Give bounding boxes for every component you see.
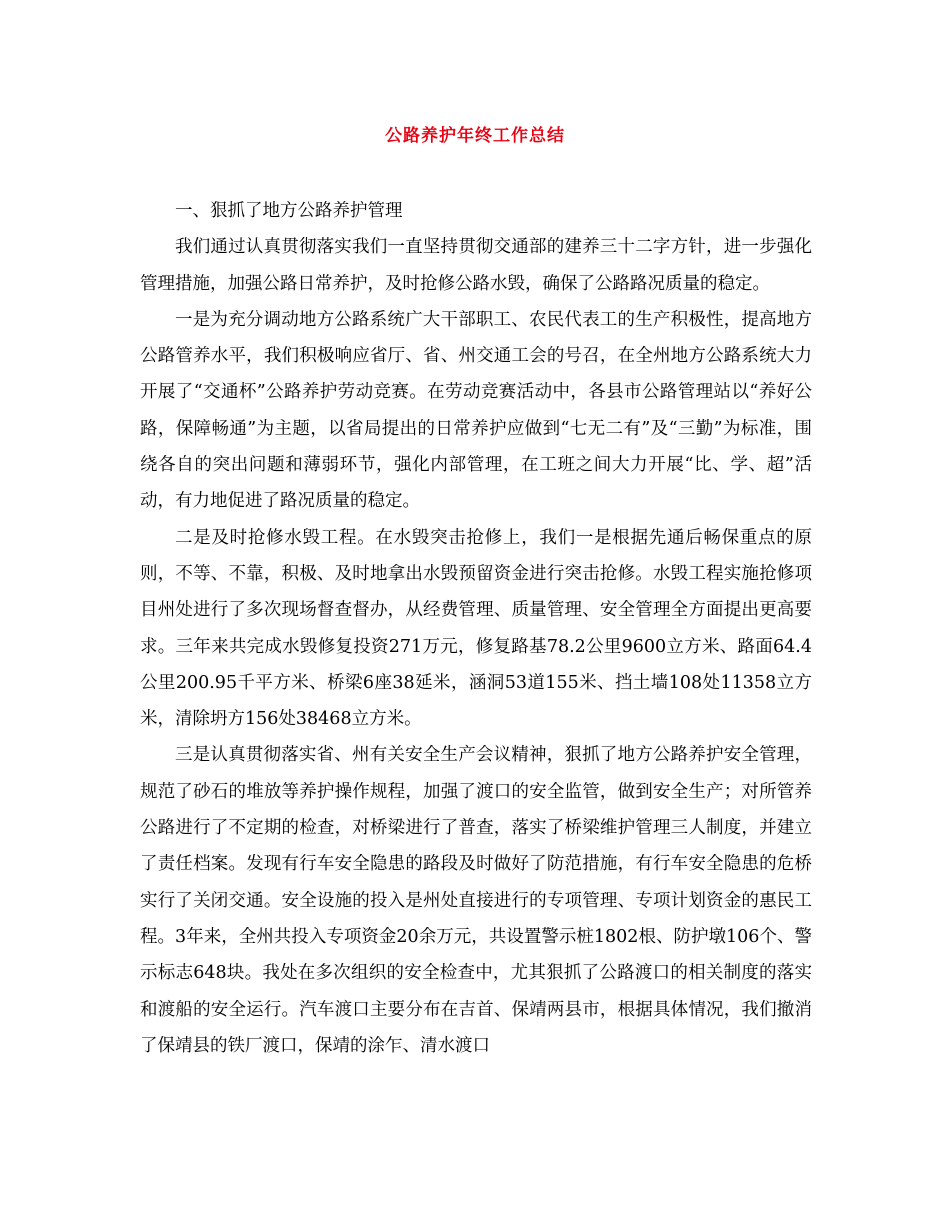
document-title: 公路养护年终工作总结 [385,126,565,146]
paragraph-intro: 我们通过认真贯彻落实我们一直坚持贯彻交通部的建养三十二字方针，进一步强化管理措施，加强公路日常养护，及时抢修公路水毁，确保了公路路况质量的稳定。 [140,237,812,294]
paragraph-labor-competition: 一是为充分调动地方公路系统广大干部职工、农民代表工的生产积极性，提高地方公路管养水平，我们积极响应省厅、省、州交通工会的号召，在全州地方公路系统大力开展了“交通杯”公路养护劳动竞赛。在劳动竞赛活动中，各县市公路管理站以“养好公路，保障畅通”为主题，以省局提出的日常养护应做到“七无二有”及“三勤”为标准，围绕各自的突出问题和薄弱环节，强化内部管理，在工班之间大力开展“比、学、超”活动，有力地促进了路况质量的稳定。 [140,309,812,512]
paragraph-safety-management: 三是认真贯彻落实省、州有关安全生产会议精神，狠抓了地方公路养护安全管理，规范了砂石的堆放等养护操作规程，加强了渡口的安全监管，做到安全生产；对所管养公路进行了不定期的检查，对桥梁进行了普查，落实了桥梁维护管理三人制度，并建立了责任档案。发现有行车安全隐患的路段及时做好了防范措施，有行车安全隐患的危桥实行了关闭交通。安全设施的投入是州处直接进行的专项管理、专项计划资金的惠民工程。3年来，全州共投入专项资金20余万元，共设置警示桩1802根、防护墩106个、警示标志648块。我处在多次组织的安全检查中，尤其狠抓了公路渡口的相关制度的落实和渡船的安全运行。汽车渡口主要分布在吉首、保靖两县市，根据具体情况，我们撤消了保靖县的铁厂渡口，保靖的涂乍、清水渡口 [140,745,812,1056]
document-body [140,193,812,1064]
paragraph-flood-repair: 二是及时抢修水毁工程。在水毁突击抢修上，我们一是根据先通后畅保重点的原则，不等、不靠，积极、及时地拿出水毁预留资金进行突击抢修。水毁工程实施抢修项目州处进行了多次现场督查督办，从经费管理、质量管理、安全管理全方面提出更高要求。三年来共完成水毁修复投资271万元，修复路基78.2公里9600立方米、路面64.4公里200.95千平方米、桥梁6座38延米，涵洞53道155米、挡土墙108处11358立方米，清除坍方156处38468立方米。 [140,527,812,730]
section-heading: 一、狠抓了地方公路养护管理 [175,201,403,221]
